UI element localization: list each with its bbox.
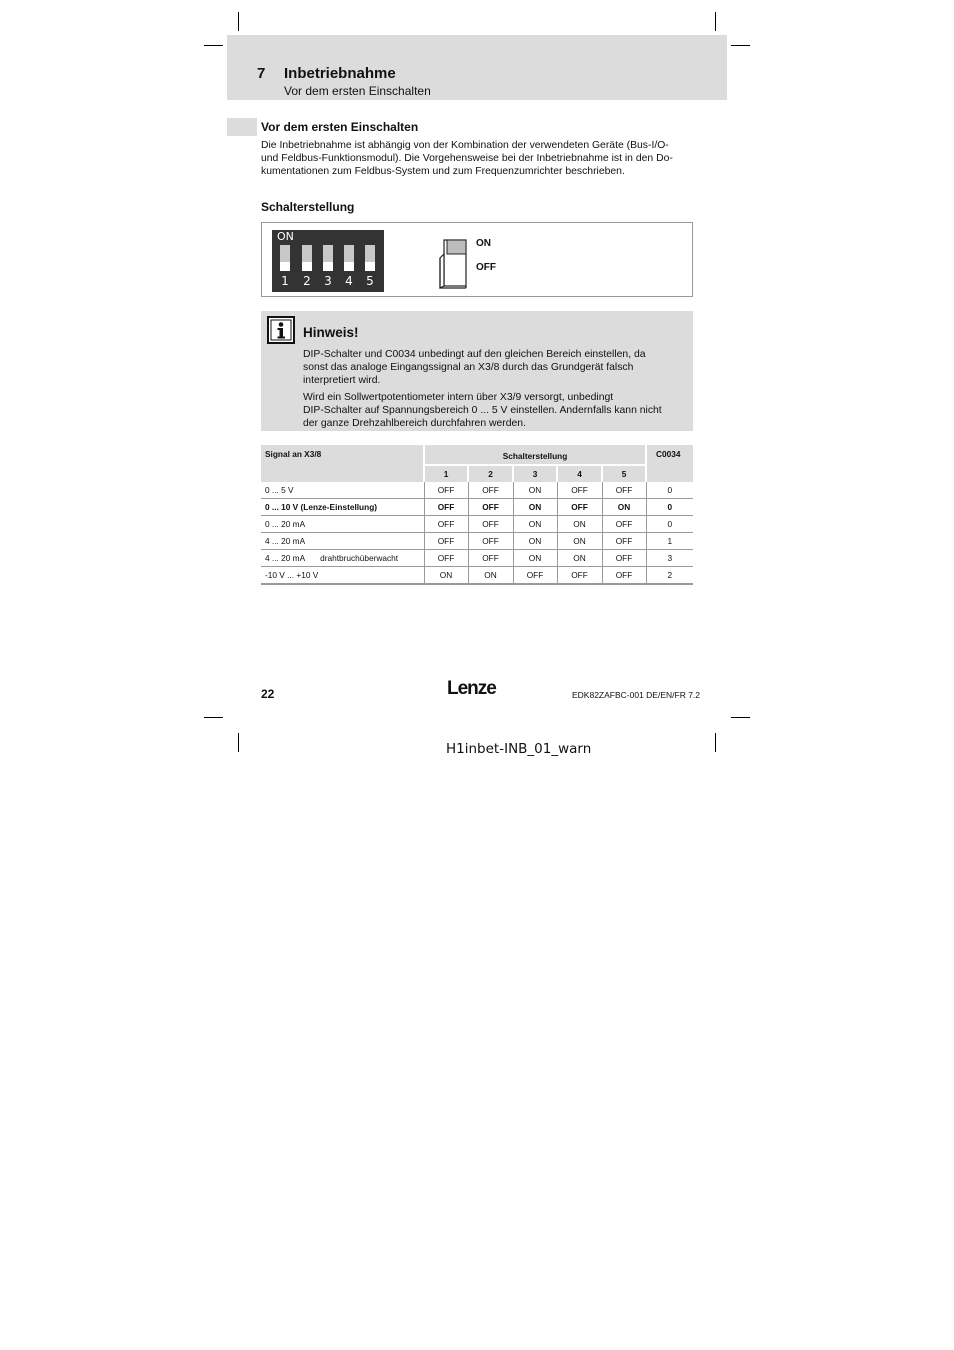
crop-mark	[204, 45, 223, 46]
switch-state-cell: ON	[557, 533, 602, 550]
intro-line: kumentationen zum Feldbus-System und zum Frequenzumrichter beschrieben.	[261, 166, 625, 177]
switch-state-cell: OFF	[424, 482, 468, 499]
signal-label: 0 ... 10 V (Lenze-Einstellung)	[265, 502, 378, 512]
col-header-signal: Signal an X3/8	[261, 445, 424, 482]
crop-mark	[204, 717, 223, 718]
switch-state-cell: ON	[557, 516, 602, 533]
code-cell: 0	[646, 516, 693, 533]
switch-state-cell: OFF	[602, 567, 646, 585]
intro-paragraph	[261, 139, 697, 178]
legend-on-label: ON	[476, 238, 491, 249]
dip-switch-2	[302, 245, 312, 271]
switch-state-cell: OFF	[557, 567, 602, 585]
switch-state-cell: OFF	[557, 499, 602, 516]
note-paragraph	[303, 391, 688, 430]
switch-state-cell: OFF	[424, 550, 468, 567]
note-line: der ganze Drehzahlbereich durchfahren werden.	[303, 418, 526, 429]
table-row	[261, 482, 693, 499]
note-line: interpretiert wird.	[303, 375, 381, 386]
document-code: EDK82ZAFBC-001 DE/EN/FR 7.2	[572, 690, 701, 700]
chapter-subtitle: Vor dem ersten Einschalten	[284, 84, 431, 98]
crop-mark	[238, 733, 239, 752]
note-line: Wird ein Sollwertpotentiometer intern über X3/9 versorgt, unbedingt	[303, 392, 614, 403]
switch-state-cell: ON	[602, 499, 646, 516]
file-label: H1inbet-INB_01_warn	[446, 741, 592, 757]
section-marker	[227, 118, 257, 136]
dip-switch-1	[280, 245, 290, 271]
col-header-code: C0034	[646, 445, 693, 482]
code-cell: 2	[646, 567, 693, 585]
code-cell: 0	[646, 482, 693, 499]
code-cell: 0	[646, 499, 693, 516]
switch-number-header: 4	[557, 465, 602, 482]
signal-label: -10 V ... +10 V	[265, 570, 319, 580]
signal-note: drahtbruchüberwacht	[320, 553, 399, 563]
switch-state-cell: OFF	[424, 516, 468, 533]
switch-state-cell: OFF	[602, 516, 646, 533]
lenze-logo: Lenze	[447, 678, 496, 699]
switch-state-cell: OFF	[513, 567, 557, 585]
switch-state-cell: OFF	[424, 533, 468, 550]
note-line: DIP-Schalter auf Spannungsbereich 0 ... 5 V einstellen. Andernfalls kann nicht	[303, 405, 662, 416]
dip-number: 4	[345, 274, 353, 288]
switch-state-cell: OFF	[602, 533, 646, 550]
dip-number: 5	[366, 274, 374, 288]
crop-mark	[715, 733, 716, 752]
dip-switch-3	[323, 245, 333, 271]
switch-state-cell: ON	[513, 516, 557, 533]
crop-mark	[731, 45, 750, 46]
switch-state-cell: OFF	[602, 482, 646, 499]
note-title: Hinweis!	[303, 325, 359, 340]
note-paragraph	[303, 348, 688, 387]
switch-state-cell: OFF	[424, 499, 468, 516]
switch-state-cell: OFF	[468, 482, 513, 499]
crop-mark	[715, 12, 716, 31]
note-line: sonst das analoge Eingangssignal an X3/8 durch das Grundgerät falsch	[303, 362, 634, 373]
switch-state-cell: OFF	[468, 550, 513, 567]
note-line: DIP-Schalter und C0034 unbedingt auf den gleichen Bereich einstellen, da	[303, 349, 646, 360]
switch-state-cell: OFF	[602, 550, 646, 567]
signal-cell	[261, 499, 424, 516]
code-cell: 3	[646, 550, 693, 567]
crop-mark	[731, 717, 750, 718]
switch-number-header: 3	[513, 465, 557, 482]
switch-state-cell: OFF	[468, 533, 513, 550]
signal-cell	[261, 567, 424, 585]
switch-state-cell: ON	[468, 567, 513, 585]
switch-number-header: 5	[602, 465, 646, 482]
table-row	[261, 550, 693, 567]
switch-state-cell: ON	[513, 533, 557, 550]
legend-off-label: OFF	[476, 262, 496, 273]
dip-number: 3	[324, 274, 332, 288]
table-row	[261, 533, 693, 550]
switch-number-header: 2	[468, 465, 513, 482]
signal-label: 0 ... 20 mA	[265, 519, 306, 529]
signal-cell	[261, 533, 424, 550]
intro-line: Die Inbetriebnahme ist abhängig von der Kombination der verwendeten Geräte (Bus-I/O-	[261, 140, 669, 151]
chapter-title: Inbetriebnahme	[284, 65, 396, 82]
signal-cell	[261, 482, 424, 499]
col-header-switch: Schalterstellung	[424, 445, 646, 465]
switch-state-cell: ON	[513, 499, 557, 516]
switch-state-cell: ON	[513, 550, 557, 567]
switch-state-cell: OFF	[468, 499, 513, 516]
table-row	[261, 499, 693, 516]
dip-on-label: ON	[277, 230, 294, 243]
switch-state-cell: ON	[513, 482, 557, 499]
signal-cell	[261, 516, 424, 533]
intro-line: und Feldbus-Funktionsmodul). Die Vorgehensweise bei der Inbetriebnahme ist in den Do-	[261, 153, 673, 164]
dip-number: 1	[281, 274, 289, 288]
crop-mark	[238, 12, 239, 31]
page-number: 22	[261, 687, 275, 701]
signal-label: 4 ... 20 mA	[265, 536, 306, 546]
info-icon	[267, 316, 295, 344]
switch-state-cell: ON	[557, 550, 602, 567]
switch-setting-table	[261, 445, 693, 585]
subsection-heading: Schalterstellung	[261, 200, 355, 214]
switch-number-header: 1	[424, 465, 468, 482]
switch-state-cell: ON	[424, 567, 468, 585]
signal-label: 4 ... 20 mA	[265, 553, 306, 563]
code-cell: 1	[646, 533, 693, 550]
dip-number: 2	[303, 274, 311, 288]
switch-state-cell: OFF	[468, 516, 513, 533]
signal-label: 0 ... 5 V	[265, 485, 294, 495]
signal-cell	[261, 550, 424, 567]
dip-switch-4	[344, 245, 354, 271]
switch-state-cell: OFF	[557, 482, 602, 499]
table-row	[261, 567, 693, 585]
chapter-number: 7	[257, 65, 266, 82]
dip-switch-block	[272, 230, 384, 292]
section-heading: Vor dem ersten Einschalten	[261, 120, 419, 134]
switch-legend-icon	[438, 238, 470, 290]
dip-switch-5	[365, 245, 375, 271]
table-row	[261, 516, 693, 533]
